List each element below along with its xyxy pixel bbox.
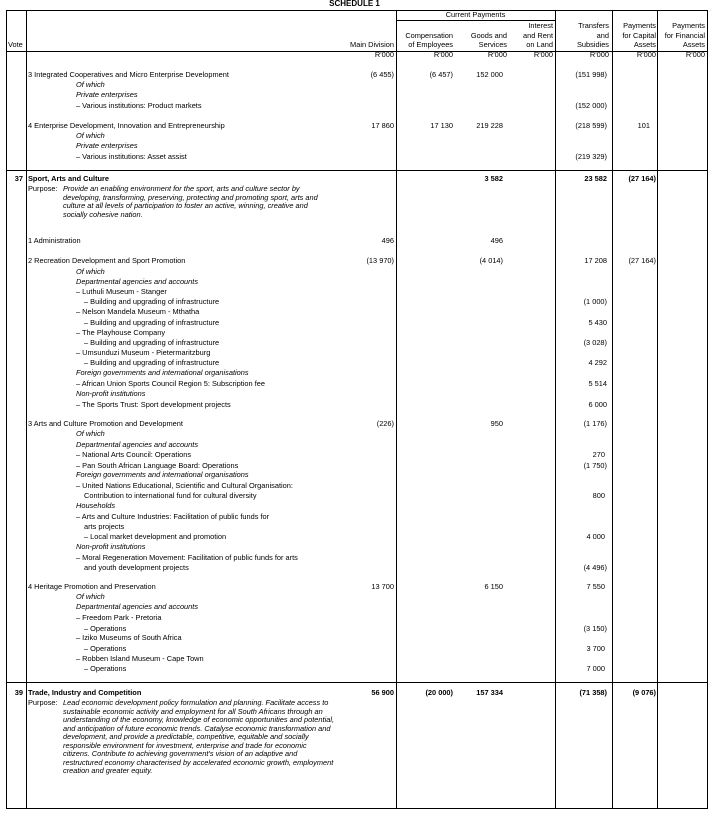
category-label: Non-profit institutions (76, 389, 146, 398)
programme-row: 2 Recreation Development and Sport Promotion (28, 256, 186, 265)
main-division-value: 56 900 (371, 688, 394, 697)
goods-value: 3 582 (484, 174, 503, 183)
unit-label: R'000 (589, 50, 609, 59)
unit-label: R'000 (533, 50, 553, 59)
transfers-value: (152 000) (575, 101, 607, 110)
goods-value: 157 334 (476, 688, 503, 697)
transfers-value: 270 (592, 450, 605, 459)
header-transfers: and (596, 31, 609, 40)
unit-label: R'000 (685, 50, 705, 59)
programme-row: 4 Heritage Promotion and Preservation (28, 582, 156, 591)
purpose-label: Purpose: (28, 184, 58, 193)
of-which-label: Of which (76, 131, 105, 140)
item-row: – The Sports Trust: Sport development projects (76, 400, 231, 409)
transfers-value: (4 496) (583, 563, 607, 572)
vote-title: Sport, Arts and Culture (28, 174, 110, 183)
compensation-value: 17 130 (430, 121, 453, 130)
sub-item-row: – Local market development and promotion (84, 532, 227, 541)
transfers-value: 4 000 (586, 532, 605, 541)
col-divider (657, 10, 658, 809)
item-row: – The Playhouse Company (76, 328, 166, 337)
header-capital: Payments (623, 21, 656, 30)
item-row: – Luthuli Museum - Stanger (76, 287, 167, 296)
item-row-continued: and youth development projects (84, 563, 189, 572)
transfers-value: 4 292 (588, 358, 607, 367)
vote-number: 37 (14, 174, 23, 183)
of-which-label: Of which (76, 80, 105, 89)
sub-item-row: – Operations (84, 644, 127, 653)
of-which-label: Of which (76, 429, 105, 438)
goods-value: 950 (490, 419, 503, 428)
unit-label: R'000 (433, 50, 453, 59)
capital-value: (27 164) (628, 174, 656, 183)
transfers-value: (1 000) (583, 297, 607, 306)
transfers-value: 3 700 (586, 644, 605, 653)
header-transfers: Subsidies (576, 40, 609, 49)
item-row-continued: Contribution to international fund for cultural diversity (84, 491, 257, 500)
goods-value: (4 014) (479, 256, 503, 265)
transfers-value: 6 000 (588, 400, 607, 409)
transfers-value: (151 998) (575, 70, 607, 79)
col-divider (555, 10, 556, 809)
schedule-title: SCHEDULE 1 (329, 0, 380, 8)
transfers-value: (219 329) (575, 152, 607, 161)
sub-item-row: – Building and upgrading of infrastructure (84, 318, 220, 327)
capital-value: (9 076) (632, 688, 656, 697)
category-label: Private enterprises (76, 141, 138, 150)
programme-row: 1 Administration (28, 236, 81, 245)
category-label: Foreign governments and international organisations (76, 470, 249, 479)
header-goods: Services (478, 40, 507, 49)
goods-value: 152 000 (476, 70, 503, 79)
unit-label: R'000 (636, 50, 656, 59)
item-row: – Nelson Mandela Museum - Mthatha (76, 307, 200, 316)
item-row-continued: arts projects (84, 522, 125, 531)
item-row: – Freedom Park - Pretoria (76, 613, 162, 622)
category-label: Departmental agencies and accounts (76, 602, 199, 611)
transfers-value: 23 582 (584, 174, 607, 183)
col-divider (612, 10, 613, 809)
header-capital: Assets (633, 40, 656, 49)
category-label: Private enterprises (76, 90, 138, 99)
item-row: – Robben Island Museum - Cape Town (76, 654, 204, 663)
transfers-value: (3 028) (583, 338, 607, 347)
category-label: Non-profit institutions (76, 542, 146, 551)
header-interest: on Land (526, 40, 553, 49)
transfers-value: (218 599) (575, 121, 607, 130)
goods-value: 496 (490, 236, 503, 245)
header-main-division: Main Division (350, 40, 394, 49)
compensation-value: (6 457) (429, 70, 453, 79)
transfers-value: (1 176) (583, 419, 607, 428)
sub-item-row: – Operations (84, 624, 127, 633)
purpose-text: Provide an enabling environment for the sport, arts and culture sector by developing, transforming, preserving, protecting and promoting sport, arts and culture at all levels of participation to foster an active, winning, creative and socially cohesive nation. (63, 184, 318, 219)
col-divider (396, 10, 397, 809)
vote-separator (6, 170, 708, 171)
category-label: Households (76, 501, 116, 510)
goods-value: 219 228 (476, 121, 503, 130)
header-comp: of Employees (408, 40, 453, 49)
item-row: – Iziko Museums of South Africa (76, 633, 182, 642)
col-divider (26, 10, 27, 809)
main-division-value: (6 455) (370, 70, 394, 79)
item-row: – African Union Sports Council Region 5: Subscription fee (76, 379, 265, 388)
header-financial: for Financial (664, 31, 705, 40)
sub-item-row: – Operations (84, 664, 127, 673)
transfers-value: 5 430 (588, 318, 607, 327)
sub-item-row: – Building and upgrading of infrastructure (84, 338, 220, 347)
capital-value: (27 164) (628, 256, 656, 265)
vote-title: Trade, Industry and Competition (28, 688, 142, 697)
purpose-label: Purpose: (28, 698, 58, 707)
item-row: – Moral Regeneration Movement: Facilitation of public funds for arts (76, 553, 298, 562)
programme-row: 3 Integrated Cooperatives and Micro Enterprise Development (28, 70, 229, 79)
category-label: Foreign governments and international organisations (76, 368, 249, 377)
item-row: – Umsunduzi Museum - Pietermaritzburg (76, 348, 211, 357)
transfers-value: 800 (592, 491, 605, 500)
item-row: – Various institutions: Asset assist (76, 152, 187, 161)
transfers-value: 17 208 (584, 256, 607, 265)
sub-item-row: – Building and upgrading of infrastructure (84, 358, 220, 367)
transfers-value: 5 514 (588, 379, 607, 388)
programme-row: 4 Enterprise Development, Innovation and Entrepreneurship (28, 121, 225, 130)
item-row: – Arts and Culture Industries: Facilitation of public funds for (76, 512, 270, 521)
header-capital: for Capital (622, 31, 656, 40)
item-row: – Various institutions: Product markets (76, 101, 202, 110)
header-interest: Interest (528, 21, 553, 30)
item-row: – United Nations Educational, Scientific and Cultural Organisation: (76, 481, 293, 490)
vote-number: 39 (14, 688, 23, 697)
main-division-value: (13 970) (366, 256, 394, 265)
transfers-value: (3 150) (583, 624, 607, 633)
item-row: – National Arts Council: Operations (76, 450, 192, 459)
header-vote: Vote (8, 40, 23, 49)
transfers-value: (71 358) (579, 688, 607, 697)
item-row: – Pan South African Language Board: Operations (76, 461, 239, 470)
category-label: Departmental agencies and accounts (76, 277, 199, 286)
main-division-value: 13 700 (371, 582, 394, 591)
header-interest: and Rent (523, 31, 553, 40)
main-division-value: 496 (381, 236, 394, 245)
header-transfers: Transfers (578, 21, 609, 30)
header-goods: Goods and (470, 31, 507, 40)
transfers-value: 7 000 (586, 664, 605, 673)
category-label: Departmental agencies and accounts (76, 440, 199, 449)
header-financial: Assets (682, 40, 705, 49)
unit-label: R'000 (487, 50, 507, 59)
transfers-value: (1 750) (583, 461, 607, 470)
compensation-value: (20 000) (425, 688, 453, 697)
of-which-label: Of which (76, 592, 105, 601)
main-division-value: (226) (376, 419, 394, 428)
header-comp: Compensation (405, 31, 453, 40)
sub-item-row: – Building and upgrading of infrastructure (84, 297, 220, 306)
header-current-payments: Current Payments (445, 10, 506, 19)
purpose-text: Lead economic development policy formulation and planning. Facilitate access to sustainable economic activity and employment for all South Africans through an understanding of the economy, knowledge of economic opportunities and potential, and anticipation of future economic trends. Catalyse economic transformation and development, and provide a predictable, competitive, equitable and socially responsible environment for investment, enterprise and trade for economic citizens. Contribute to achieving government's vision of an adaptive and restructured economy characterised by accelerated economic growth, employment creation and greater equity. (63, 698, 335, 776)
header-financial: Payments (672, 21, 705, 30)
programme-row: 3 Arts and Culture Promotion and Development (28, 419, 183, 428)
of-which-label: Of which (76, 267, 105, 276)
main-division-value: 17 860 (371, 121, 394, 130)
transfers-value: 7 550 (586, 582, 605, 591)
capital-value: 101 (637, 121, 650, 130)
goods-value: 6 150 (484, 582, 503, 591)
unit-label: R'000 (374, 50, 394, 59)
vote-separator (6, 682, 708, 683)
